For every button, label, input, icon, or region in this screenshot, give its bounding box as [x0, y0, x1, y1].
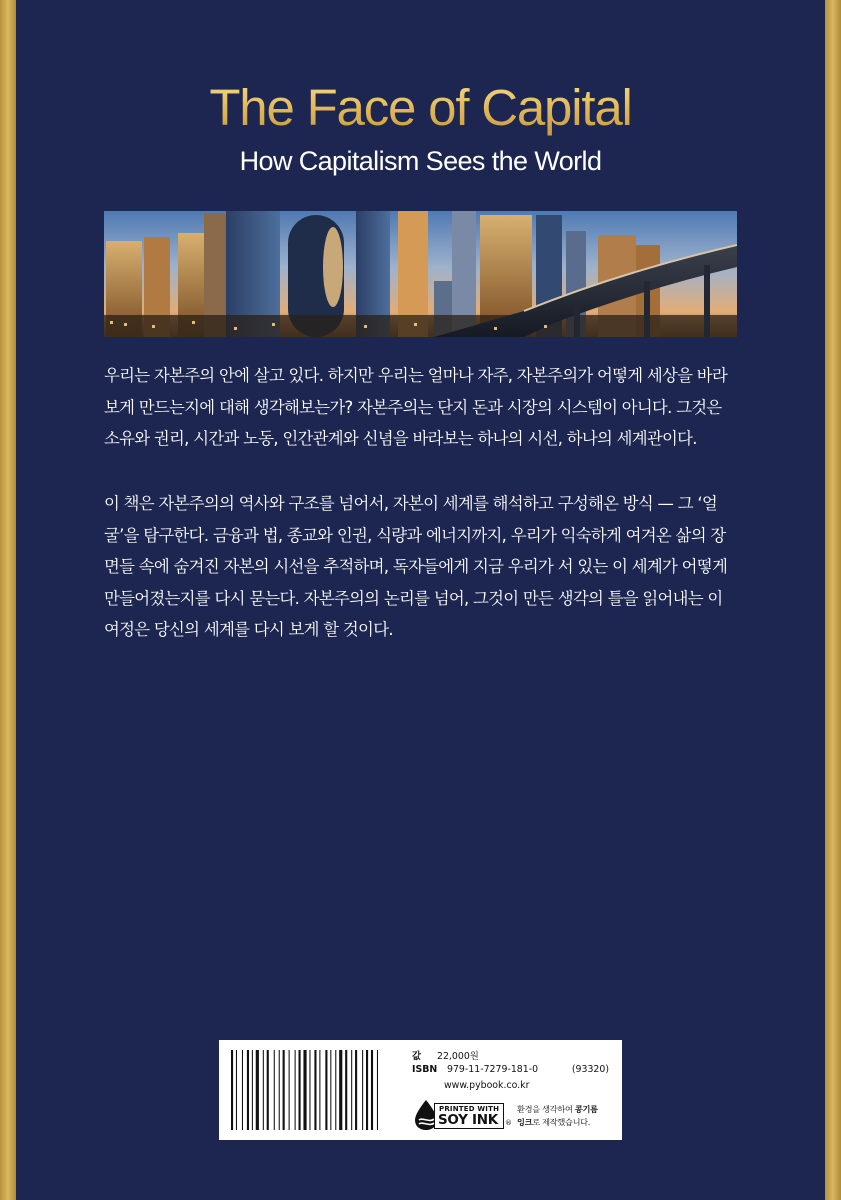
barcode-bar — [325, 1050, 327, 1130]
barcode-bar — [236, 1050, 237, 1130]
isbn-value: 979-11-7279-181-0 — [446, 1064, 539, 1075]
barcode-bar — [355, 1050, 357, 1130]
paragraph-1-line: 소유와 권리, 시간과 노동, 인간관계와 신념을 바라보는 하나의 시선, 하나의 세계관이다. — [104, 429, 697, 448]
eco-text-2b: 로 제작했습니다. — [532, 1117, 591, 1127]
barcode-bar — [303, 1050, 306, 1130]
soy-ink-badge — [434, 1103, 504, 1129]
eco-text-2a: 잉크 — [517, 1117, 533, 1127]
gold-border-right — [825, 0, 841, 1200]
barcode-bar — [252, 1050, 253, 1130]
paragraph-2-line: 이 책은 자본주의의 역사와 구조를 넘어서, 자본이 세계를 해석하고 구성해온 방식 — 그 ‘얼 — [104, 494, 718, 513]
barcode-bar — [242, 1050, 243, 1130]
isbn-key: ISBN — [412, 1064, 438, 1075]
description-paragraph-2 — [104, 488, 744, 646]
barcode-bar — [319, 1050, 320, 1130]
barcode-bar — [362, 1050, 363, 1130]
barcode-bar — [314, 1050, 316, 1130]
city-skyline-photo — [104, 211, 737, 337]
barcode-bar — [295, 1050, 296, 1130]
price-isbn-label — [219, 1040, 622, 1140]
barcode-bar — [283, 1050, 285, 1130]
barcode-bar — [267, 1050, 269, 1130]
paragraph-1-line: 보게 만드는지에 대해 생각해보는가? 자본주의는 단지 돈과 시장의 시스템이 아니다. 그것은 — [104, 397, 722, 417]
barcode-bar — [335, 1050, 336, 1130]
soy-ink-logo — [412, 1099, 514, 1131]
price-value: 22,000원 — [436, 1051, 479, 1062]
barcode-bar — [263, 1050, 264, 1130]
barcode-bar — [299, 1050, 301, 1130]
barcode-bar — [351, 1050, 352, 1130]
isbn-barcode — [231, 1050, 403, 1130]
paragraph-1-line: 우리는 자본주의 안에 살고 있다. 하지만 우리는 얼마나 자주, 자본주의가 어떻게 세상을 바라 — [104, 366, 728, 385]
barcode-bar — [345, 1050, 347, 1130]
eco-notice — [517, 1103, 619, 1129]
eco-text-1b: 콩기름 — [574, 1104, 598, 1114]
registered-mark: ® — [505, 1119, 512, 1127]
barcode-bar — [309, 1050, 310, 1130]
paragraph-2-line: 굴’을 탐구한다. 금융과 법, 종교와 인권, 식량과 에너지까지, 우리가 익숙하게 여겨온 삶의 장 — [104, 525, 726, 545]
barcode-bar — [274, 1050, 275, 1130]
barcode-bar — [377, 1050, 378, 1130]
isbn-addon: (93320) — [571, 1064, 609, 1075]
book-subtitle: How Capitalism Sees the World — [239, 146, 602, 176]
barcode-bar — [366, 1050, 368, 1130]
gold-border-left — [0, 0, 16, 1200]
paragraph-2-line: 면들 속에 숨겨진 자본의 시선을 추적하며, 독자들에게 지금 우리가 서 있는 이 세계가 어떻게 — [104, 557, 728, 576]
eco-text-1a: 환경을 생각하여 — [517, 1104, 575, 1114]
barcode-bar — [371, 1050, 373, 1130]
soy-top-text: PRINTED WITH — [439, 1105, 500, 1113]
book-title: The Face of Capital — [0, 78, 841, 137]
price-key: 값 — [412, 1051, 422, 1062]
barcode-bar — [289, 1050, 290, 1130]
barcode-bar — [330, 1050, 331, 1130]
paragraph-2-line: 여정은 당신의 세계를 다시 보게 할 것이다. — [104, 620, 393, 639]
publisher-website: www.pybook.co.kr — [444, 1080, 530, 1091]
description-paragraph-1 — [104, 360, 744, 455]
barcode-bar — [339, 1050, 342, 1130]
barcode-bar — [256, 1050, 259, 1130]
barcode-bar — [279, 1050, 280, 1130]
barcode-bar — [247, 1050, 249, 1130]
soy-main-text: SOY INK — [438, 1112, 498, 1128]
barcode-bar — [231, 1050, 233, 1130]
paragraph-2-line: 만들어졌는지를 다시 묻는다. 자본주의의 논리를 넘어, 그것이 만든 생각의 틀을 읽어내는 이 — [104, 588, 723, 608]
